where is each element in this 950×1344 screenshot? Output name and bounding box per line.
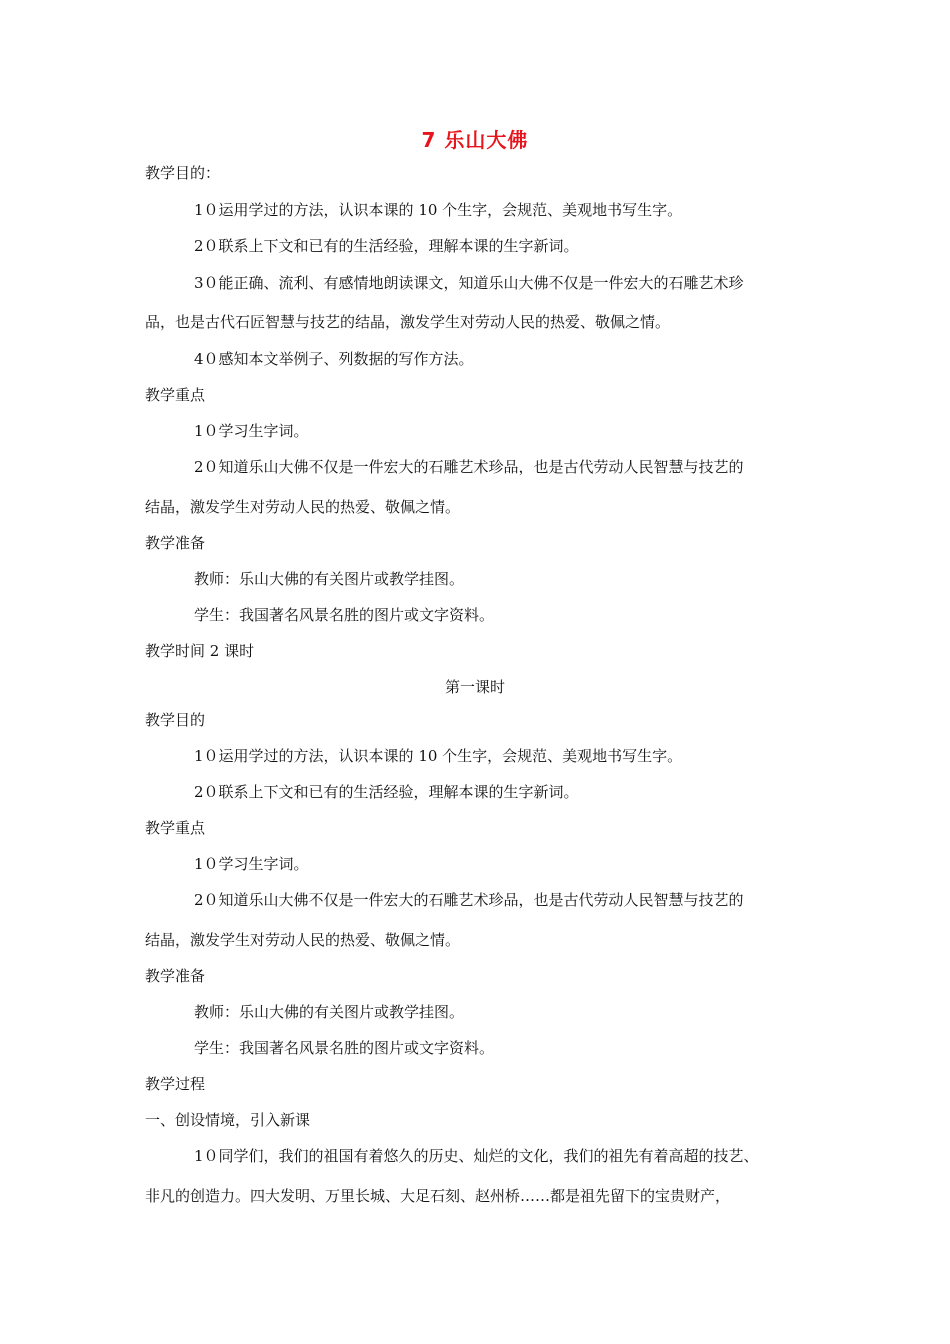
paragraph-line: 结晶，激发学生对劳动人民的热爱、敬佩之情。 — [145, 931, 461, 949]
paragraph-line: 结晶，激发学生对劳动人民的热爱、敬佩之情。 — [145, 498, 461, 516]
document-title: 7 乐山大佛 — [421, 128, 529, 152]
paragraph-line: 1０学习生字词。 — [194, 855, 309, 873]
paragraph-line: 教师：乐山大佛的有关图片或教学挂图。 — [194, 1003, 465, 1021]
paragraph-line: 2０联系上下文和已有的生活经验，理解本课的生字新词。 — [194, 237, 579, 255]
heading-teaching-process: 教学过程 — [145, 1075, 206, 1093]
heading-step-one: 一、创设情境，引入新课 — [145, 1111, 311, 1129]
heading-key-points: 教学重点 — [145, 819, 206, 837]
paragraph-line: 4０感知本文举例子、列数据的写作方法。 — [194, 350, 474, 368]
section-title-first-lesson: 第一课时 — [444, 678, 505, 696]
heading-teaching-goals: 教学目的 — [145, 711, 206, 729]
heading-preparation: 教学准备 — [145, 967, 206, 985]
paragraph-line: 2０联系上下文和已有的生活经验，理解本课的生字新词。 — [194, 783, 579, 801]
paragraph-line: 2０知道乐山大佛不仅是一件宏大的石雕艺术珍品，也是古代劳动人民智慧与技艺的 — [194, 891, 744, 909]
paragraph-line: 2０知道乐山大佛不仅是一件宏大的石雕艺术珍品，也是古代劳动人民智慧与技艺的 — [194, 458, 744, 476]
paragraph-line: 教师：乐山大佛的有关图片或教学挂图。 — [194, 570, 465, 588]
paragraph-line: 非凡的创造力。四大发明、万里长城、大足石刻、赵州桥……都是祖先留下的宝贵财产， — [145, 1187, 731, 1205]
paragraph-line: 学生：我国著名风景名胜的图片或文字资料。 — [194, 606, 495, 624]
paragraph-line: 1０同学们，我们的祖国有着悠久的历史、灿烂的文化，我们的祖先有着高超的技艺、 — [194, 1147, 759, 1165]
paragraph-line: 品，也是古代石匠智慧与技艺的结晶，激发学生对劳动人民的热爱、敬佩之情。 — [145, 313, 671, 331]
paragraph-line: 1０学习生字词。 — [194, 422, 309, 440]
heading-key-points: 教学重点 — [145, 386, 206, 404]
heading-teaching-time: 教学时间 2 课时 — [145, 642, 255, 660]
heading-preparation: 教学准备 — [145, 534, 206, 552]
paragraph-line: 1０运用学过的方法，认识本课的 10 个生字，会规范、美观地书写生字。 — [194, 747, 683, 765]
heading-teaching-goals: 教学目的： — [145, 164, 221, 182]
paragraph-line: 学生：我国著名风景名胜的图片或文字资料。 — [194, 1039, 495, 1057]
paragraph-line: 3０能正确、流利、有感情地朗读课文，知道乐山大佛不仅是一件宏大的石雕艺术珍 — [194, 274, 744, 292]
paragraph-line: 1０运用学过的方法，认识本课的 10 个生字，会规范、美观地书写生字。 — [194, 201, 683, 219]
